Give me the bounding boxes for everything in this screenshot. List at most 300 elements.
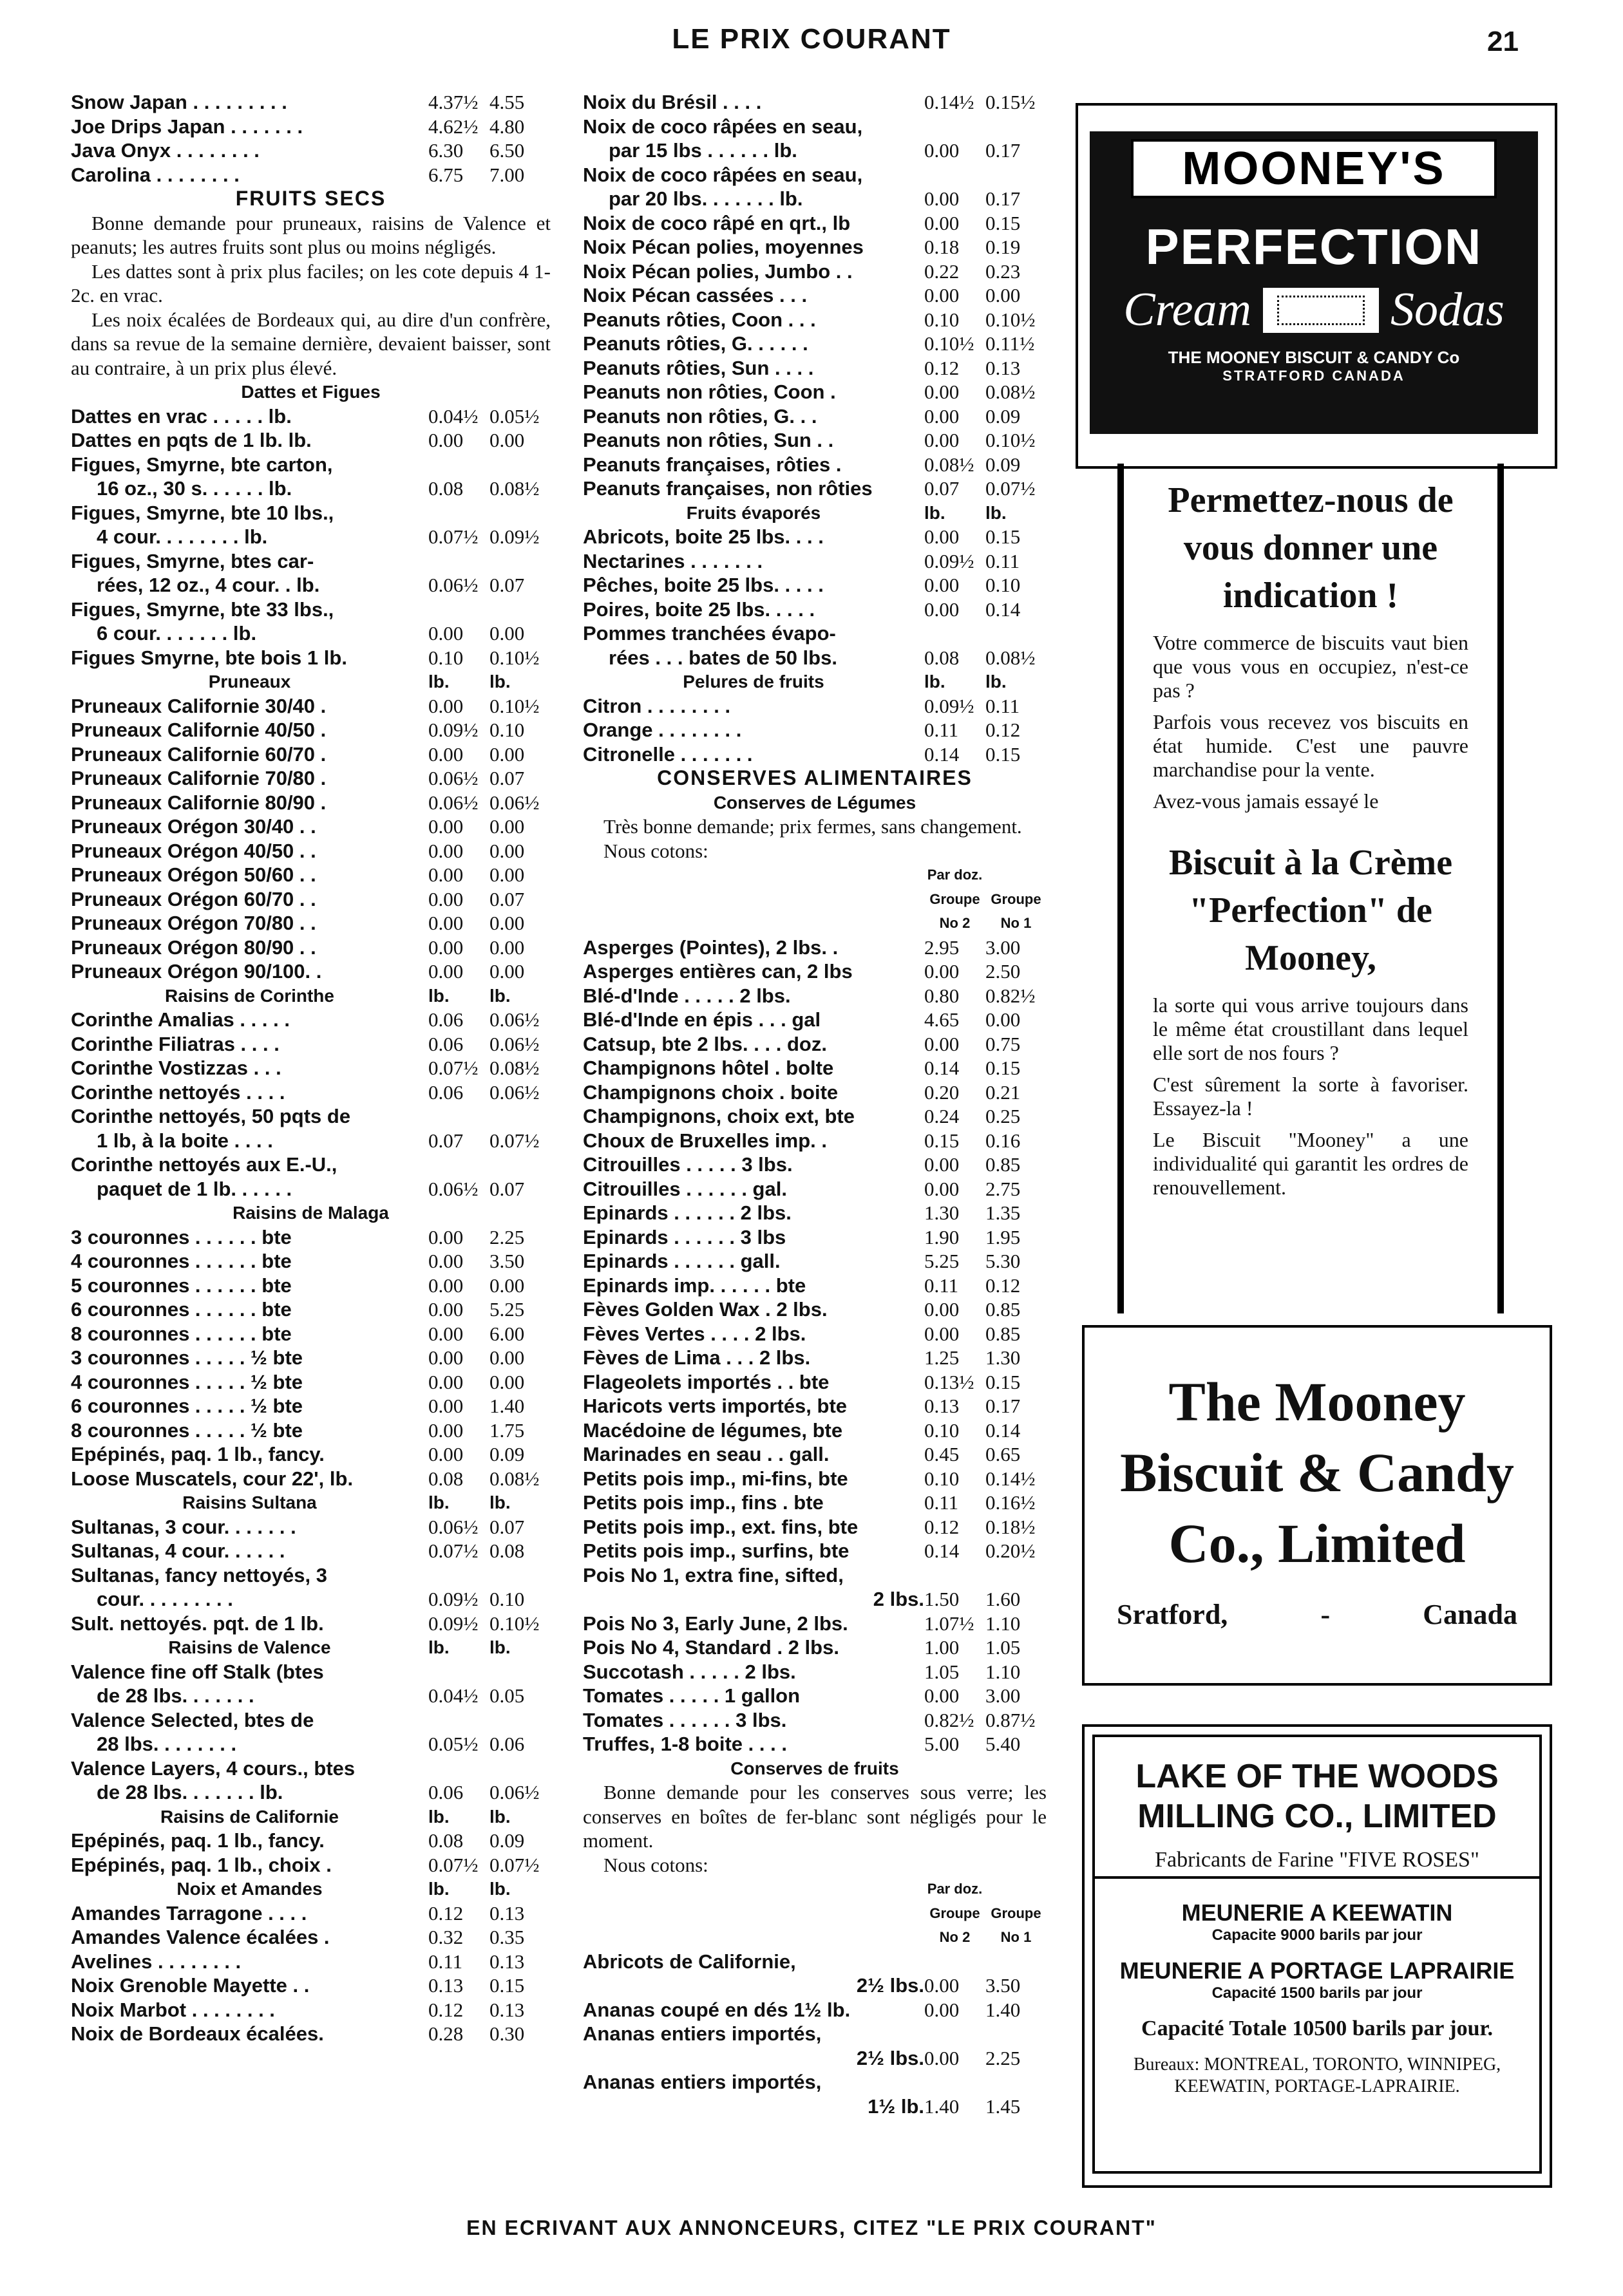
price-low: 4.65: [924, 1008, 960, 1031]
price-row: [71, 766, 551, 791]
price-high: 0.06½: [489, 1080, 540, 1104]
price-row: [71, 115, 551, 139]
price-high: 1.10: [985, 1612, 1021, 1635]
price-row: [71, 742, 551, 767]
item-name: Noix de coco râpées en seau,: [583, 163, 863, 186]
price-low: 1.25: [924, 1346, 960, 1369]
section-title: Raisins Sultana: [182, 1492, 317, 1512]
price-high: 0.05½: [489, 404, 540, 428]
price-low: 0.07½: [428, 1853, 479, 1876]
price-low: 0.00: [924, 960, 960, 983]
item-name: Pruneaux Orégon 60/70 . .: [71, 887, 316, 910]
item-name: Succotash . . . . . 2 lbs.: [583, 1660, 796, 1683]
price-row: [583, 1491, 1047, 1515]
price-row: [71, 1225, 551, 1250]
price-high: 0.15½: [985, 91, 1036, 113]
item-name: Pruneaux Californie 30/40 .: [71, 694, 327, 717]
item-name: 3 couronnes . . . . . ½ bte: [71, 1346, 303, 1369]
price-low: 1.30: [924, 1201, 960, 1224]
price-high: 7.00: [489, 163, 525, 186]
price-row: [71, 1829, 551, 1853]
ad-paragraph: Parfois vous recevez vos biscuits en état humide. C'est une pauvre marchandise pour la vente.: [1153, 710, 1468, 781]
price-low: 5.25: [924, 1250, 960, 1272]
price-high: 0.13: [489, 1998, 525, 2021]
mill-keewatin: MEUNERIE A KEEWATIN: [1181, 1899, 1453, 1926]
price-low: 0.28: [428, 2022, 464, 2045]
price-row: [583, 138, 1047, 163]
price-low: 0.09½: [924, 549, 974, 572]
item-name: Macédoine de légumes, bte: [583, 1418, 843, 1442]
price-low: 0.00: [924, 381, 960, 403]
price-high: 1.40: [489, 1395, 525, 1417]
item-name: Pruneaux Californie 70/80 .: [71, 767, 327, 789]
price-high: 0.23: [985, 259, 1021, 283]
price-high: 2.75: [985, 1177, 1021, 1200]
item-name: Haricots verts importés, bte: [583, 1395, 848, 1417]
item-name: Figues Smyrne, bte bois 1 lb.: [71, 646, 347, 669]
price-high: 0.14: [985, 1418, 1021, 1442]
price-high: 0.13: [489, 1950, 525, 1973]
item-name: paquet de 1 lb. . . . . .: [97, 1177, 292, 1200]
item-name: Ananas coupé en dés 1½ lb.: [583, 1998, 851, 2021]
price-low: 0.04½: [428, 404, 479, 428]
price-low: 0.15: [924, 1129, 960, 1152]
item-name: Fèves Golden Wax . 2 lbs.: [583, 1298, 828, 1321]
item-name: 6 couronnes . . . . . ½ bte: [71, 1395, 303, 1417]
price-row: [71, 549, 551, 574]
price-high: 0.00: [489, 936, 525, 959]
price-high: 0.17: [985, 1395, 1021, 1417]
price-row: [71, 1297, 551, 1322]
item-name: rées . . . bates de 50 lbs.: [609, 646, 837, 669]
price-high: 0.09: [489, 1829, 525, 1852]
price-row: [583, 1467, 1047, 1491]
price-low: 0.00: [428, 936, 464, 959]
item-name: Pruneaux Californie 80/90 .: [71, 791, 327, 814]
price-low: 0.00: [924, 187, 960, 210]
ad-heading-2: Biscuit à la Crème "Perfection" de Mooney,: [1168, 843, 1453, 978]
price-low: 4.62½: [428, 115, 479, 138]
price-low: 0.32: [428, 1926, 464, 1948]
item-name: Corinthe Amalias . . . . .: [71, 1008, 290, 1031]
item-name: Truffes, 1-8 boite . . . .: [583, 1733, 787, 1755]
price-high: 0.21: [985, 1080, 1021, 1104]
price-row: [583, 1346, 1047, 1370]
item-name: Corinthe Filiatras . . . .: [71, 1032, 280, 1055]
item-name: Epinards . . . . . . 3 lbs: [583, 1225, 786, 1248]
price-high: 0.00: [985, 1008, 1021, 1031]
price-low: 1.05: [924, 1660, 960, 1683]
price-low: 0.00: [924, 1322, 960, 1345]
item-name: Noix Pécan polies, moyennes: [583, 236, 864, 258]
price-high: 0.09: [489, 1443, 525, 1465]
price-low: 0.00: [428, 1370, 464, 1393]
price-high: 0.06½: [489, 791, 540, 814]
price-low: 0.06: [428, 1080, 464, 1104]
price-low: 0.00: [428, 429, 464, 451]
section-title: Raisins de Corinthe: [165, 985, 334, 1006]
price-row: [71, 1587, 551, 1612]
price-low: 6.30: [428, 139, 464, 162]
price-row: [583, 2022, 1047, 2046]
unit-label: lb.: [428, 1637, 450, 1657]
unit-label: lb.: [489, 1879, 511, 1899]
price-high: 0.75: [985, 1032, 1021, 1055]
price-low: 0.06: [428, 1032, 464, 1055]
price-row: [583, 90, 1047, 115]
price-high: 0.19: [985, 236, 1021, 258]
item-name: Catsup, bte 2 lbs. . . . doz.: [583, 1032, 827, 1055]
price-high: 0.08½: [489, 1057, 540, 1079]
price-low: 0.06½: [428, 1177, 479, 1200]
price-high: 0.10½: [985, 308, 1036, 331]
item-name: 4 couronnes . . . . . ½ bte: [71, 1370, 303, 1393]
unit-label: lb.: [428, 1492, 450, 1512]
price-low: 0.06: [428, 1008, 464, 1031]
unit-label: lb.: [428, 1879, 450, 1899]
price-high: 0.00: [489, 863, 525, 886]
price-high: 0.85: [985, 1322, 1021, 1345]
price-row: [71, 428, 551, 453]
price-high: 5.40: [985, 1733, 1021, 1755]
item-name: Figues, Smyrne, bte 10 lbs.,: [71, 501, 334, 524]
price-low: 5.00: [924, 1733, 960, 1755]
price-row: [583, 283, 1047, 308]
price-low: 0.12: [428, 1901, 464, 1924]
price-low: 0.08: [924, 646, 960, 669]
item-name: Abricots de Californie,: [583, 1950, 796, 1973]
company-name: The Mooney Biscuit & Candy Co., Limited: [1120, 1371, 1514, 1574]
price-low: 0.00: [924, 525, 960, 548]
price-low: 0.00: [924, 139, 960, 162]
price-high: 0.17: [985, 139, 1021, 162]
item-name: 2 lbs.: [873, 1588, 924, 1610]
item-name: 4 cour. . . . . . . . lb.: [97, 525, 268, 548]
price-high: 1.30: [985, 1346, 1021, 1369]
item-name: Marinades en seau . . gall.: [583, 1443, 830, 1465]
maker-city: STRATFORD CANADA: [1222, 368, 1405, 384]
mooney-brand: MOONEY'S: [1131, 139, 1497, 198]
price-low: 0.12: [924, 1515, 960, 1538]
unit-label: lb.: [489, 672, 511, 692]
unit-label: lb.: [428, 985, 450, 1006]
price-column-1: [71, 90, 551, 2046]
item-name: Citronelle . . . . . . .: [583, 742, 753, 766]
price-low: 0.14: [924, 1539, 960, 1562]
price-row: [71, 1056, 551, 1080]
unit-label: lb.: [489, 1637, 511, 1657]
price-high: 0.06: [489, 1733, 525, 1755]
cream-word: Cream: [1123, 283, 1251, 336]
item-name: par 20 lbs. . . . . . . lb.: [609, 187, 803, 210]
price-low: 0.07: [428, 1129, 464, 1152]
ad-paragraph: Avez-vous jamais essayé le: [1153, 789, 1379, 813]
item-name: Dattes en vrac . . . . . lb.: [71, 404, 292, 428]
unit-label: lb.: [428, 672, 450, 692]
price-high: 1.10: [985, 1660, 1021, 1683]
item-name: de 28 lbs. . . . . . . lb.: [97, 1781, 283, 1803]
mooney-company-ad: [1082, 1325, 1552, 1686]
price-high: 0.15: [489, 1974, 525, 1997]
price-low: 0.00: [428, 694, 464, 717]
price-low: 0.09½: [428, 719, 479, 741]
price-high: 0.07½: [489, 1129, 540, 1152]
item-name: Epinards . . . . . . 2 lbs.: [583, 1201, 792, 1224]
price-row: [71, 1104, 551, 1129]
price-low: 0.00: [428, 863, 464, 886]
column-header-label: Groupe: [991, 1905, 1041, 1921]
price-low: 0.00: [428, 960, 464, 983]
price-low: 0.00: [428, 839, 464, 862]
item-name: cour. . . . . . . . .: [97, 1588, 233, 1610]
price-low: 0.08: [428, 1829, 464, 1852]
price-high: 1.60: [985, 1588, 1021, 1610]
item-name: Peanuts françaises, rôties .: [583, 453, 842, 476]
price-high: 0.00: [489, 1370, 525, 1393]
price-low: 0.14: [924, 1057, 960, 1079]
item-name: Sult. nettoyés. pqt. de 1 lb.: [71, 1612, 324, 1635]
price-row: [583, 1563, 1047, 1588]
price-high: 0.85: [985, 1153, 1021, 1176]
price-row: [71, 814, 551, 839]
item-name: Valence Selected, btes de: [71, 1708, 314, 1731]
item-name: Peanuts rôties, Coon . . .: [583, 308, 816, 331]
price-row: [71, 621, 551, 646]
price-row: [71, 138, 551, 163]
price-high: 0.06½: [489, 1032, 540, 1055]
item-name: Figues, Smyrne, bte carton,: [71, 453, 333, 476]
item-name: Corinthe nettoyés . . . .: [71, 1080, 285, 1104]
price-row: [583, 549, 1047, 574]
price-row: [71, 1780, 551, 1805]
price-low: 0.20: [924, 1080, 960, 1104]
price-row: [71, 1998, 551, 2022]
section-heading: [71, 1877, 551, 1901]
price-high: 0.16½: [985, 1491, 1036, 1514]
price-low: 0.13½: [924, 1370, 974, 1393]
price-high: 0.07½: [985, 477, 1036, 500]
price-high: 3.00: [985, 1684, 1021, 1707]
commentary-paragraph: Bonne demande pour pruneaux, raisins de Valence et peanuts; les autres fruits sont plus ou moins négligés.: [71, 211, 551, 258]
price-high: 0.10½: [489, 694, 540, 717]
price-low: 2.95: [924, 936, 960, 959]
price-row: [583, 621, 1047, 646]
item-name: Citron . . . . . . . .: [583, 694, 731, 717]
price-row: [583, 525, 1047, 549]
price-row: [71, 1032, 551, 1057]
section-heading: Conserves de Légumes: [713, 792, 916, 813]
price-high: 1.40: [985, 1998, 1021, 2021]
price-high: 0.09½: [489, 525, 540, 548]
price-high: 5.30: [985, 1250, 1021, 1272]
price-high: 0.09: [985, 404, 1021, 428]
company-city: Sratford,: [1117, 1599, 1228, 1630]
price-high: 0.00: [489, 839, 525, 862]
price-high: 6.50: [489, 139, 525, 162]
item-name: Petits pois imp., surfins, bte: [583, 1539, 849, 1562]
price-row: [583, 1418, 1047, 1443]
price-low: 0.00: [428, 622, 464, 645]
section-heading: CONSERVES ALIMENTAIRES: [657, 766, 973, 789]
price-row: [71, 1394, 551, 1418]
item-name: Amandes Tarragone . . . .: [71, 1901, 307, 1924]
price-row: [71, 959, 551, 984]
column-header-label: Par doz.: [927, 1881, 983, 1897]
item-name: Noix Marbot . . . . . . . .: [71, 1998, 275, 2021]
price-high: 0.00: [489, 429, 525, 451]
price-row: [71, 1418, 551, 1443]
price-high: 0.10: [985, 574, 1021, 596]
column-header-label: No 1: [1000, 1929, 1032, 1945]
price-low: 0.10: [924, 1467, 960, 1490]
price-low: 0.09½: [924, 694, 974, 717]
section-heading: [71, 1635, 551, 1660]
column-header-label: Par doz.: [927, 867, 983, 883]
price-high: 2.25: [489, 1225, 525, 1248]
price-row: [71, 1008, 551, 1032]
price-low: 0.80: [924, 984, 960, 1007]
price-high: 0.06½: [489, 1008, 540, 1031]
section-heading: [583, 670, 1047, 694]
item-name: Pois No 1, extra fine, sifted,: [583, 1563, 844, 1586]
item-name: 2½ lbs.: [856, 1974, 924, 1997]
column-header-label: No 2: [939, 915, 971, 931]
price-row: [583, 1684, 1047, 1708]
price-high: 0.10½: [489, 646, 540, 669]
item-name: 1 lb, à la boite . . . .: [97, 1129, 273, 1152]
price-low: 0.00: [924, 1032, 960, 1055]
price-high: 0.12: [985, 719, 1021, 741]
price-high: 0.06½: [489, 1781, 540, 1803]
lake-of-the-woods-ad: [1082, 1724, 1552, 2188]
price-row: [583, 1056, 1047, 1080]
price-row: [583, 984, 1047, 1008]
item-name: Snow Japan . . . . . . . . .: [71, 91, 287, 113]
price-high: 0.07: [489, 1177, 525, 1200]
item-name: Blé-d'Inde . . . . . 2 lbs.: [583, 984, 791, 1007]
price-row: [71, 1732, 551, 1756]
column-header: [583, 1901, 1047, 1926]
price-row: [71, 791, 551, 815]
item-name: Choux de Bruxelles imp. .: [583, 1129, 827, 1152]
price-high: 2.50: [985, 960, 1021, 983]
price-row: [583, 235, 1047, 259]
price-row: [583, 356, 1047, 381]
price-low: 6.75: [428, 163, 464, 186]
price-low: 0.00: [428, 1225, 464, 1248]
column-header: [583, 887, 1047, 912]
mill-portage: MEUNERIE A PORTAGE LAPRAIRIE: [1119, 1957, 1515, 1984]
price-low: 1.40: [924, 2094, 960, 2118]
price-low: 0.00: [924, 1298, 960, 1321]
price-low: 0.13: [924, 1395, 960, 1417]
item-name: Petits pois imp., mi-fins, bte: [583, 1467, 848, 1490]
price-low: 0.08: [428, 1467, 464, 1490]
item-name: 16 oz., 30 s. . . . . . lb.: [97, 477, 292, 500]
price-row: [71, 90, 551, 115]
price-high: 1.75: [489, 1418, 525, 1442]
price-row: [583, 476, 1047, 501]
price-high: 2.25: [985, 2046, 1021, 2069]
price-row: [71, 1322, 551, 1346]
item-name: Pruneaux Orégon 70/80 . .: [71, 912, 316, 934]
price-high: 3.00: [985, 936, 1021, 959]
price-row: [583, 1973, 1047, 1998]
item-name: Peanuts rôties, G. . . . . .: [583, 332, 808, 355]
item-name: Tomates . . . . . . 3 lbs.: [583, 1708, 787, 1731]
price-high: 0.00: [489, 960, 525, 983]
price-row: [71, 2022, 551, 2046]
price-row: [583, 1153, 1047, 1177]
price-low: 0.07: [924, 477, 960, 500]
price-high: 0.35: [489, 1926, 525, 1948]
price-row: [71, 936, 551, 960]
price-high: 0.16: [985, 1129, 1021, 1152]
item-name: Noix de coco râpées en seau,: [583, 115, 863, 138]
price-low: 0.10: [924, 308, 960, 331]
unit-label: lb.: [489, 1492, 511, 1512]
item-name: Pruneaux Orégon 40/50 . .: [71, 839, 316, 862]
item-name: Epinards . . . . . . gall.: [583, 1250, 781, 1272]
price-low: 0.08: [428, 477, 464, 500]
price-row: [71, 573, 551, 598]
item-name: 5 couronnes . . . . . . bte: [71, 1274, 292, 1297]
price-row: [583, 404, 1047, 429]
item-name: Epépinés, paq. 1 lb., choix .: [71, 1853, 332, 1876]
price-row: [583, 1370, 1047, 1395]
price-row: [71, 1612, 551, 1636]
item-name: Noix de Bordeaux écalées.: [71, 2022, 324, 2045]
price-low: 0.24: [924, 1105, 960, 1127]
item-name: Avelines . . . . . . . .: [71, 1950, 242, 1973]
price-low: 0.06: [428, 1781, 464, 1803]
mill-company-name: LAKE OF THE WOODS MILLING CO., LIMITED: [1135, 1758, 1499, 1835]
item-name: Pruneaux Orégon 90/100. .: [71, 960, 322, 983]
item-name: Peanuts françaises, non rôties: [583, 477, 873, 500]
column-header-label: Groupe: [929, 890, 980, 907]
section-heading: [71, 670, 551, 694]
column-header-label: [985, 1877, 1047, 1901]
section-title: Raisins de Californie: [160, 1806, 339, 1827]
price-row: [71, 1177, 551, 1201]
price-row: [71, 163, 551, 187]
price-high: 0.07: [489, 1515, 525, 1538]
column-header: [583, 1877, 1047, 1901]
price-row: [583, 163, 1047, 187]
price-low: 0.09½: [428, 1612, 479, 1635]
price-low: 0.00: [428, 815, 464, 838]
price-low: 0.00: [428, 1395, 464, 1417]
price-high: 0.10½: [489, 1612, 540, 1635]
price-row: [583, 2094, 1047, 2119]
price-row: [71, 1346, 551, 1370]
price-low: 0.82½: [924, 1708, 974, 1731]
price-low: 0.00: [924, 1153, 960, 1176]
price-row: [71, 863, 551, 887]
price-low: 0.00: [924, 404, 960, 428]
price-high: 0.11: [985, 549, 1020, 572]
price-low: 0.10: [924, 1418, 960, 1442]
item-name: Corinthe Vostizzas . . .: [71, 1057, 281, 1079]
price-high: 0.15: [985, 1057, 1021, 1079]
price-low: 0.13: [428, 1974, 464, 1997]
item-name: 1½ lb.: [868, 2094, 924, 2118]
ad-paragraph: Le Biscuit "Mooney" a une individualité qui garantit les ordres de renouvellement.: [1153, 1128, 1468, 1199]
price-row: [583, 2046, 1047, 2071]
price-high: 0.13: [489, 1901, 525, 1924]
section-title: Fruits évaporés: [686, 502, 821, 523]
price-row: [583, 1539, 1047, 1563]
